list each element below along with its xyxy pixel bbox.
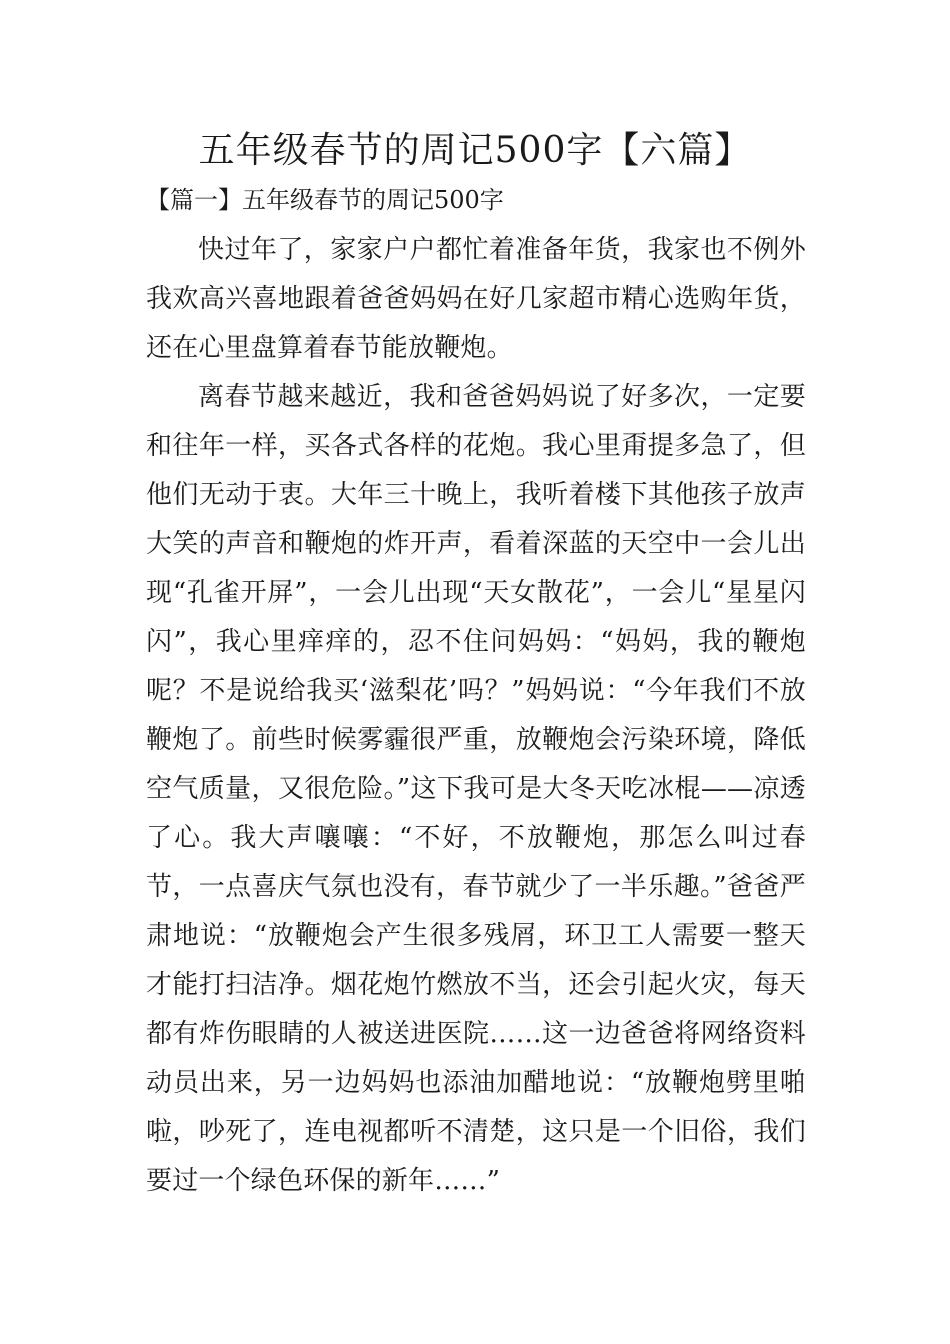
document-title: 五年级春节的周记500字【六篇】 <box>198 130 752 171</box>
body-text <box>146 226 806 1206</box>
section-heading: 【篇一】五年级春节的周记500字 <box>146 186 504 214</box>
paragraph-1: 快过年了，家家户户都忙着准备年货，我家也不例外我欢高兴喜地跟着爸爸妈妈在好几家超市精心选购年货，还在心里盘算着春节能放鞭炮。 <box>146 235 806 363</box>
paragraph-2: 离春节越来越近，我和爸爸妈妈说了好多次，一定要和往年一样，买各式各样的花炮。我心里甭提多急了，但他们无动于衷。大年三十晚上，我听着楼下其他孩子放声大笑的声音和鞭炮的炸开声，看着深蓝的天空中一会儿出现“孔雀开屏”，一会儿出现“天女散花”，一会儿“星星闪闪”，我心里痒痒的，忍不住问妈妈：“妈妈，我的鞭炮呢？不是说给我买‘滋梨花’吗？”妈妈说：“今年我们不放鞭炮了。前些时候雾霾很严重，放鞭炮会污染环境，降低空气质量，又很危险。”这下我可是大冬天吃冰棍——凉透了心。我大声嚷嚷：“不好，不放鞭炮，那怎么叫过春节，一点喜庆气氛也没有，春节就少了一半乐趣。”爸爸严肃地说：“放鞭炮会产生很多残屑，环卫工人需要一整天才能打扫洁净。烟花炮竹燃放不当，还会引起火灾，每天都有炸伤眼睛的人被送进医院……这一边爸爸将网络资料动员出来，另一边妈妈也添油加醋地说：“放鞭炮劈里啪啦，吵死了，连电视都听不清楚，这只是一个旧俗，我们要过一个绿色环保的新年……” <box>146 382 806 1196</box>
